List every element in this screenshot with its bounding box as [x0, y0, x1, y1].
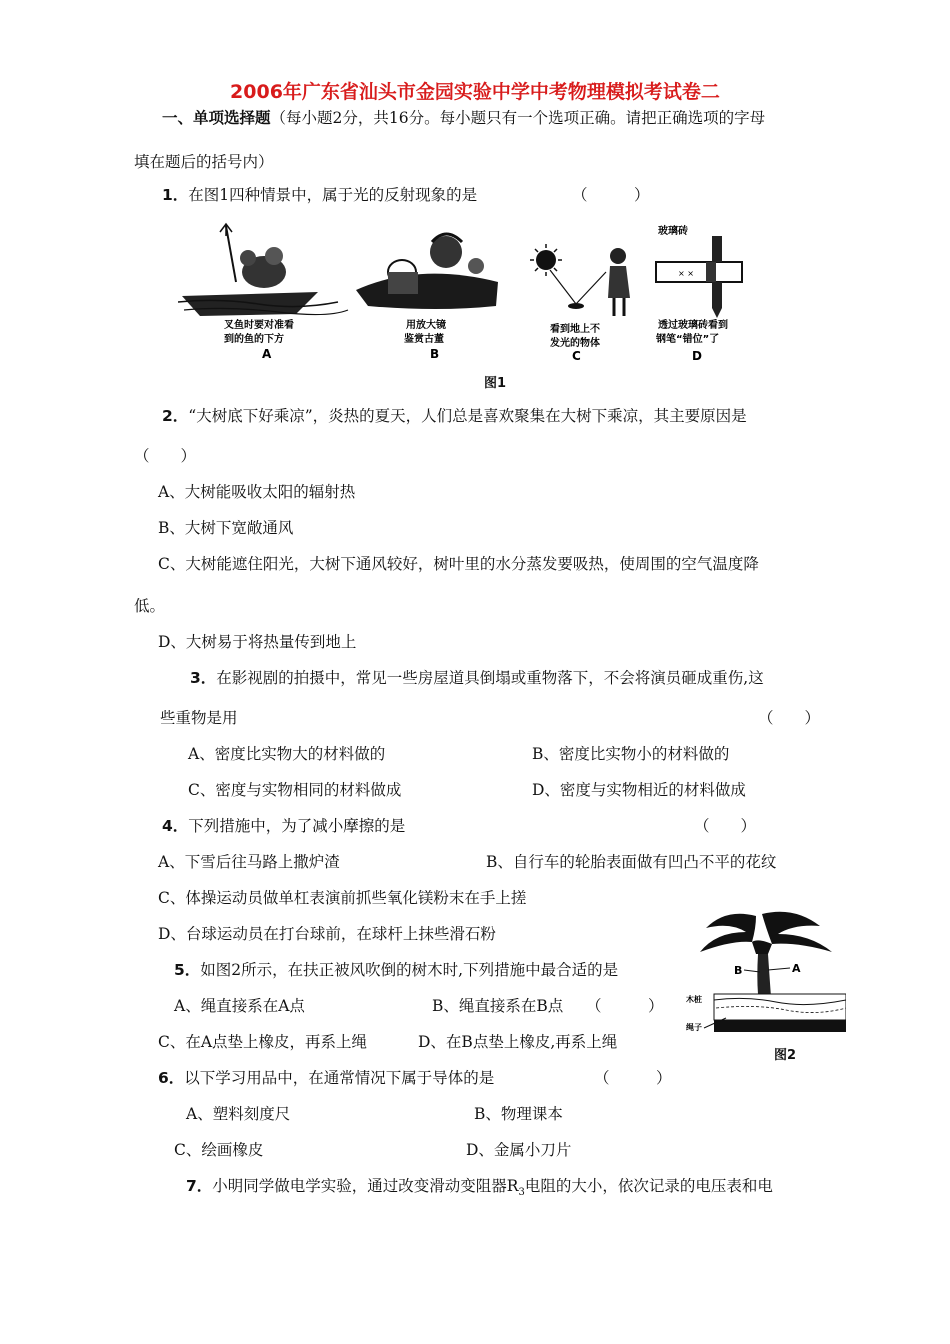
question-1: [162, 185, 477, 205]
q6-text: 以下学习用品中，在通常情况下属于导体的是: [184, 1069, 495, 1087]
q4-option-a: A、下雪后往马路上撒炉渣: [158, 853, 340, 871]
fig1-a-text1: 叉鱼时要对准看: [224, 320, 294, 331]
section-intro-b: 填在题后的括号内）: [134, 153, 274, 171]
fig1-c-letter: C: [572, 349, 581, 363]
question-5: [174, 960, 618, 980]
q1-answer-blank: （ ）: [572, 186, 650, 204]
q2-option-c-line2: 低。: [134, 597, 166, 615]
fig1-d-letter: D: [692, 349, 702, 363]
q5-option-d: D、在B点垫上橡皮,再系上绳: [418, 1033, 618, 1051]
fig2-label-wood: 木桩: [686, 995, 702, 1004]
q7-subscript: 3: [518, 1187, 525, 1199]
section-intro-line1: [162, 108, 765, 128]
figure-2: [686, 908, 846, 1034]
q2-option-d: D、大树易于将热量传到地上: [158, 633, 357, 651]
fig1-d-text2: 钢笔“错位”了: [656, 334, 720, 345]
question-3: [190, 668, 764, 688]
figure-1-panel-d: [655, 224, 742, 363]
q6-answer-blank: （ ）: [594, 1069, 672, 1087]
fig1-a-letter: A: [262, 347, 272, 361]
q5-option-c: C、在A点垫上橡皮，再系上绳: [158, 1033, 368, 1051]
q3-text-line2: 些重物是用: [160, 709, 238, 727]
fig1-c-text1: 看到地上不: [550, 324, 600, 335]
q1-number: 1．: [162, 186, 189, 204]
q6-option-a: A、塑料刻度尺: [186, 1105, 291, 1123]
q2-answer-blank: （ ）: [134, 447, 197, 465]
fig1-b-text2: 鉴赏古董: [404, 334, 444, 345]
figure-1-panel-c: [530, 244, 630, 363]
q3-option-c: C、密度与实物相同的材料做成: [188, 781, 402, 799]
q3-option-a: A、密度比实物大的材料做的: [188, 745, 386, 763]
figure-1: [178, 222, 758, 370]
figure-2-caption: 图2: [774, 1048, 797, 1063]
question-6: [158, 1068, 494, 1088]
q1-text: 在图1四种情景中，属于光的反射现象的是: [188, 186, 478, 204]
q4-text: 下列措施中，为了减小摩擦的是: [188, 817, 406, 835]
section-intro-a: （每小题2分，共16分。每小题只有一个选项正确。请把正确选项的字母: [270, 109, 766, 127]
fig1-d-glass-label: 玻璃砖: [658, 226, 688, 237]
fig2-label-rope: 绳子: [686, 1023, 702, 1032]
q5-number: 5．: [174, 961, 201, 979]
question-4: [162, 816, 405, 836]
q5-text: 如图2所示，在扶正被风吹倒的树木时,下列措施中最合适的是: [200, 961, 619, 979]
q5-option-a: A、绳直接系在A点: [174, 997, 305, 1015]
section-heading: 一、单项选择题: [162, 109, 271, 127]
q3-option-d: D、密度与实物相近的材料做成: [532, 781, 746, 799]
svg-text:× ×: × ×: [678, 269, 694, 278]
figure-1-caption: 图1: [484, 376, 507, 391]
fig1-d-text1: 透过玻璃砖看到: [658, 320, 728, 331]
page-title: 2006年广东省汕头市金园实验中学中考物理模拟考试卷二: [230, 81, 720, 103]
fig1-a-text2: 到的鱼的下方: [224, 334, 284, 345]
q7-number: 7．: [186, 1177, 213, 1195]
question-2: [162, 406, 747, 426]
q3-text-line1: 在影视剧的拍摄中，常见一些房屋道具倒塌或重物落下，不会将演员砸成重伤,这: [216, 669, 764, 687]
q4-answer-blank: （ ）: [694, 817, 757, 835]
fig1-b-text1: 用放大镜: [406, 320, 446, 331]
q3-number: 3．: [190, 669, 217, 687]
q2-option-b: B、大树下宽敞通风: [158, 519, 294, 537]
q3-answer-blank: （ ）: [758, 709, 821, 727]
q6-option-c: C、绘画橡皮: [174, 1141, 264, 1159]
q5-answer-blank: （ ）: [586, 997, 664, 1015]
q6-number: 6．: [158, 1069, 185, 1087]
q2-option-c-line1: C、大树能遮住阳光，大树下通风较好，树叶里的水分蒸发要吸热，使周围的空气温度降: [158, 555, 759, 573]
fig1-b-letter: B: [430, 347, 440, 361]
q4-option-b: B、自行车的轮胎表面做有凹凸不平的花纹: [486, 853, 777, 871]
fig1-c-text2: 发光的物体: [550, 338, 600, 349]
q2-text: “大树底下好乘凉”，炎热的夏天，人们总是喜欢聚集在大树下乘凉，其主要原因是: [188, 407, 747, 425]
q4-option-d: D、台球运动员在打台球前，在球杆上抹些滑石粉: [158, 925, 496, 943]
q4-number: 4．: [162, 817, 189, 835]
q6-option-b: B、物理课本: [474, 1105, 563, 1123]
fig2-label-b: B: [734, 964, 743, 977]
q4-option-c: C、体操运动员做单杠表演前抓些氧化镁粉末在手上搓: [158, 889, 527, 907]
q7-text-a: 小明同学做电学实验，通过改变滑动变阻器R: [212, 1177, 519, 1195]
figure-1-panel-a: [178, 224, 348, 361]
q2-number: 2．: [162, 407, 189, 425]
q3-option-b: B、密度比实物小的材料做的: [532, 745, 730, 763]
q7-text-b: 电阻的大小，依次记录的电压表和电: [524, 1177, 773, 1195]
q2-option-a: A、大树能吸收太阳的辐射热: [158, 483, 356, 501]
q6-option-d: D、金属小刀片: [466, 1141, 572, 1159]
question-7: [186, 1176, 773, 1203]
q5-option-b: B、绳直接系在B点: [432, 997, 564, 1015]
figure-1-panel-b: [356, 234, 498, 361]
fig2-label-a: A: [792, 962, 801, 975]
